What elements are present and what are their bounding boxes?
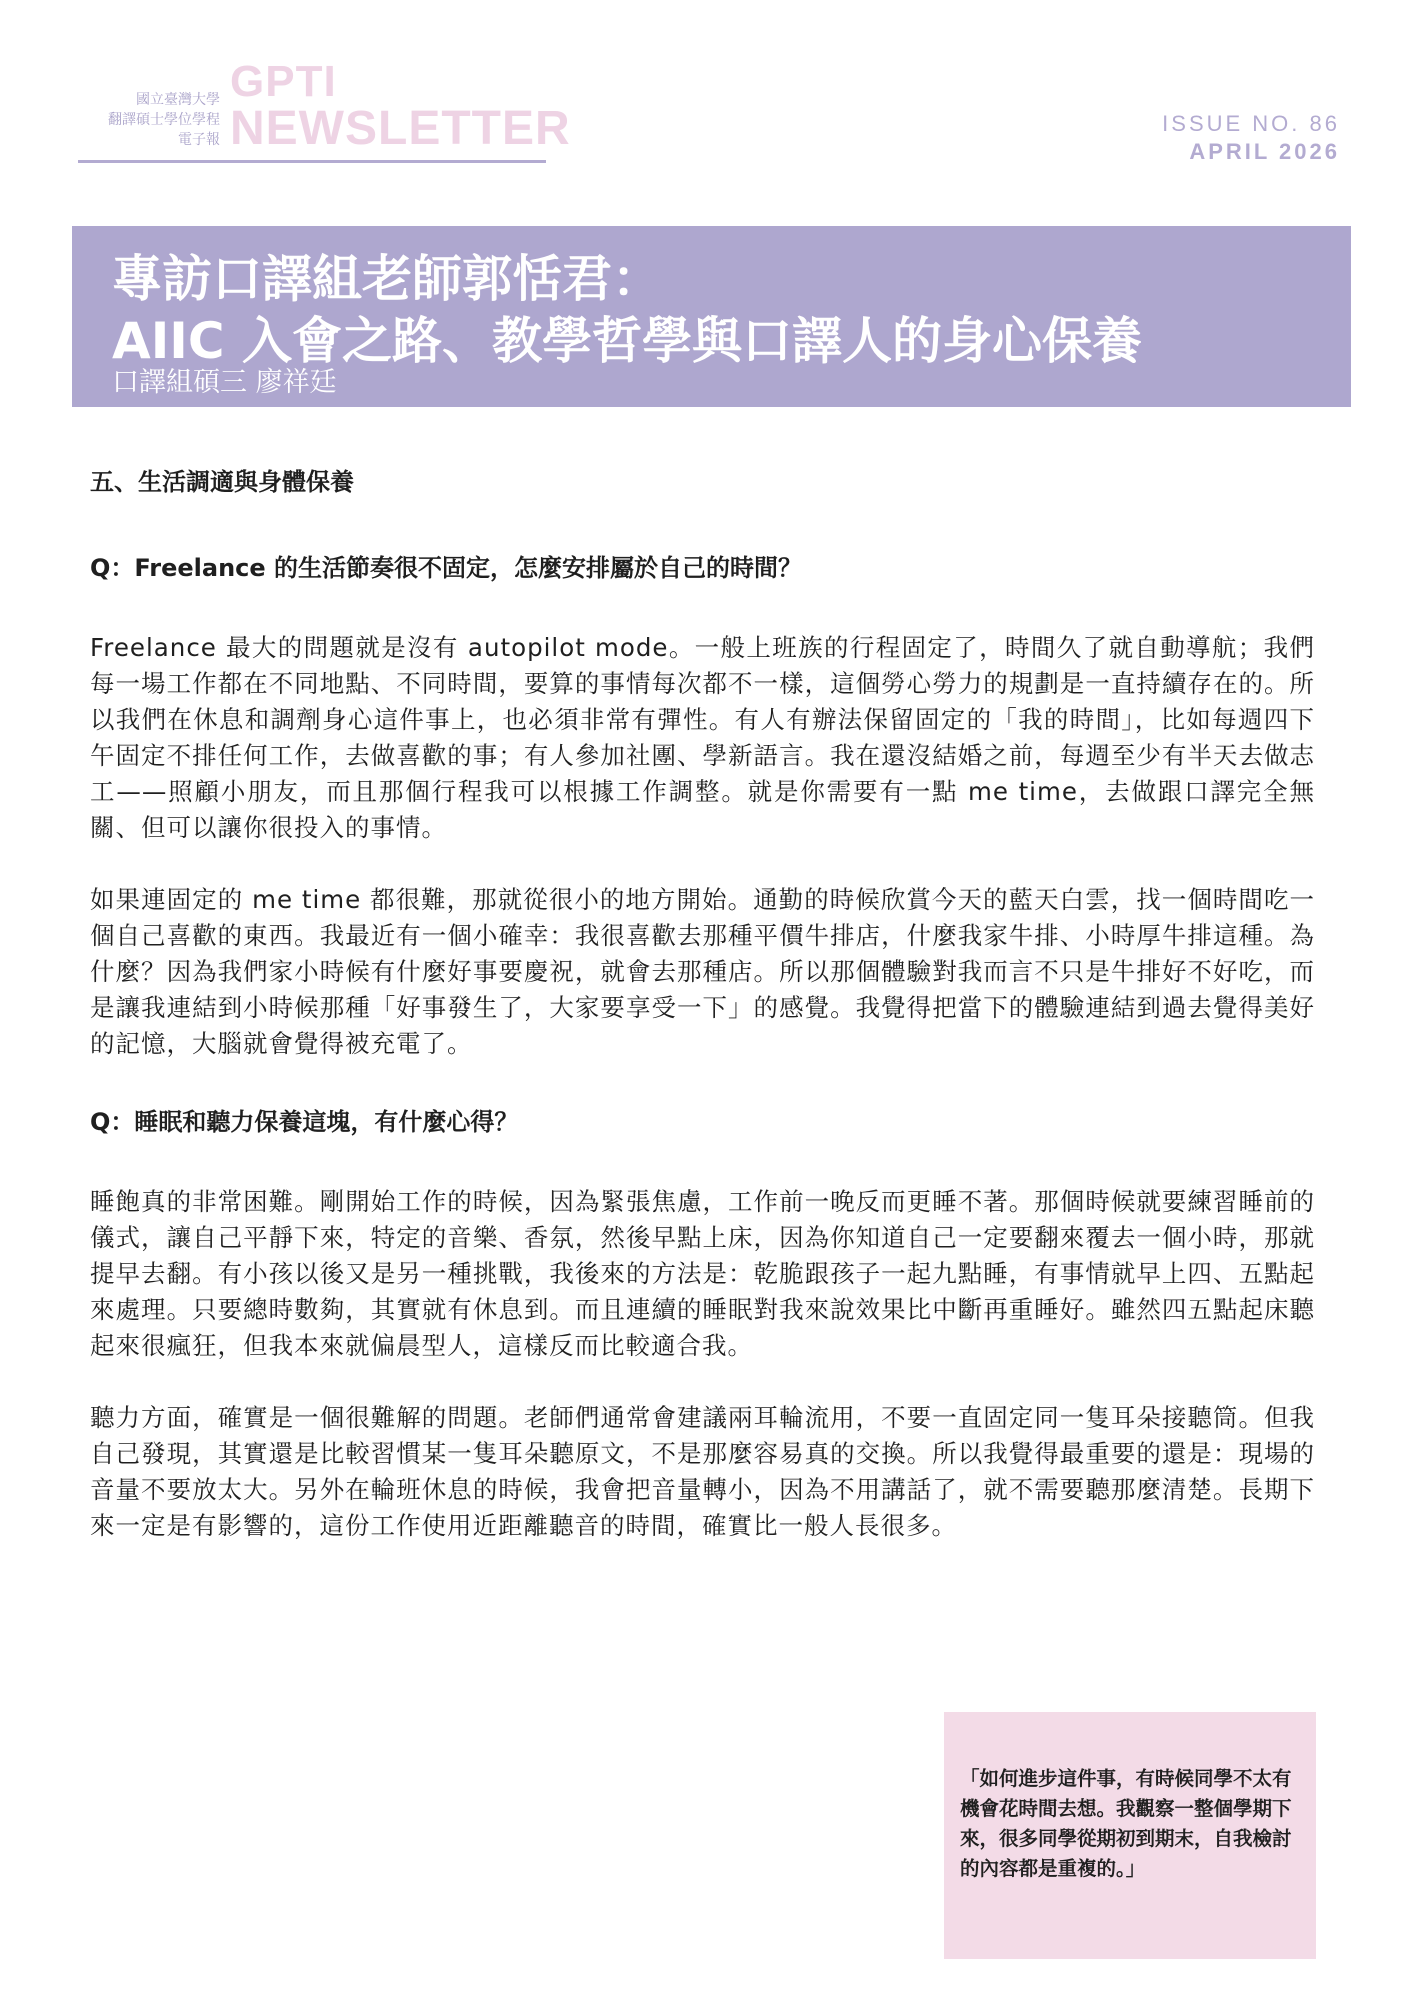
answer-paragraph: 如果連固定的 me time 都很難，那就從很小的地方開始。通勤的時候欣賞今天的藍天白雲，找一個時間吃一個自己喜歡的東西。我最近有一個小確幸：我很喜歡去那種平價牛排店，什麼我家牛排、小時厚牛排這種。為什麼？因為我們家小時候有什麼好事要慶祝，就會去那種店。所以那個體驗對我而言不只是牛排好不好吃，而是讓我連結到小時候那種「好事發生了，大家要享受一下」的感覺。我覺得把當下的體驗連結到過去覺得美好的記憶，大腦就會覺得被充電了。 <box>90 885 1315 1058</box>
article-byline: 口譯組碩三 廖祥廷 <box>112 367 337 398</box>
article-title-line-1: 專訪口譯組老師郭恬君： <box>112 250 662 308</box>
school-line: 電子報 <box>178 132 220 148</box>
question-heading: Q：睡眠和聽力保養這塊，有什麼心得？ <box>90 1108 519 1136</box>
school-name <box>78 90 220 150</box>
answer-paragraph: Freelance 最大的問題就是沒有 autopilot mode。一般上班族的行程固定了，時間久了就自動導航；我們每一場工作都在不同地點、不同時間，要算的事情每次都不一樣，這個勞心勞力的規劃是一直持續存在的。所以我們在休息和調劑身心這件事上，也必須非常有彈性。有人有辦法保留固定的「我的時間」，比如每週四下午固定不排任何工作，去做喜歡的事；有人參加社團、學新語言。我在還沒結婚之前，每週至少有半天去做志工——照顧小朋友，而且那個行程我可以根據工作調整。就是你需要有一點 me time，去做跟口譯完全無關、但可以讓你很投入的事情。 <box>90 633 1315 842</box>
pull-quote-text: 「如何進步這件事，有時候同學不太有機會花時間去想。我觀察一整個學期下來，很多同學從期初到期末，自我檢討的內容都是重複的。」 <box>960 1767 1292 1880</box>
logo-line-1: GPTI <box>230 57 337 106</box>
answer-paragraph: 睡飽真的非常困難。剛開始工作的時候，因為緊張焦慮，工作前一晚反而更睡不著。那個時候就要練習睡前的儀式，讓自己平靜下來，特定的音樂、香氛，然後早點上床，因為你知道自己一定要翻來覆去一個小時，那就提早去翻。有小孩以後又是另一種挑戰，我後來的方法是：乾脆跟孩子一起九點睡，有事情就早上四、五點起來處理。只要總時數夠，其實就有休息到。而且連續的睡眠對我來說效果比中斷再重睡好。雖然四五點起床聽起來很瘋狂，但我本來就偏晨型人，這樣反而比較適合我。 <box>90 1187 1315 1360</box>
section-heading: 五、生活調適與身體保養 <box>90 468 354 496</box>
title-banner <box>72 226 1351 407</box>
issue-number: ISSUE NO. 86 <box>1162 111 1340 136</box>
answer-paragraph: 聽力方面，確實是一個很難解的問題。老師們通常會建議兩耳輪流用，不要一直固定同一隻耳朵接聽筒。但我自己發現，其實還是比較習慣某一隻耳朵聽原文，不是那麼容易真的交換。所以我覺得最重要的還是：現場的音量不要放太大。另外在輪班休息的時候，我會把音量轉小，因為不用講話了，就不需要聽那麼清楚。長期下來一定是有影響的，這份工作使用近距離聽音的時間，確實比一般人長很多。 <box>90 1403 1315 1540</box>
article-body <box>90 458 1315 1580</box>
masthead <box>78 57 571 168</box>
question-heading: Q：Freelance 的生活節奏很不固定，怎麼安排屬於自己的時間？ <box>90 554 803 582</box>
logo-line-2: NEWSLETTER <box>230 102 571 155</box>
pull-quote-box <box>944 1712 1316 1959</box>
masthead-divider <box>78 160 546 163</box>
issue-date: APRIL 2026 <box>1189 139 1340 164</box>
article-title-line-2: AIIC 入會之路、教學哲學與口譯人的身心保養 <box>112 312 1143 370</box>
issue-info <box>1162 110 1340 166</box>
newsletter-logo <box>230 57 571 155</box>
school-line: 翻譯碩士學位學程 <box>108 112 220 128</box>
school-line: 國立臺灣大學 <box>136 92 220 108</box>
